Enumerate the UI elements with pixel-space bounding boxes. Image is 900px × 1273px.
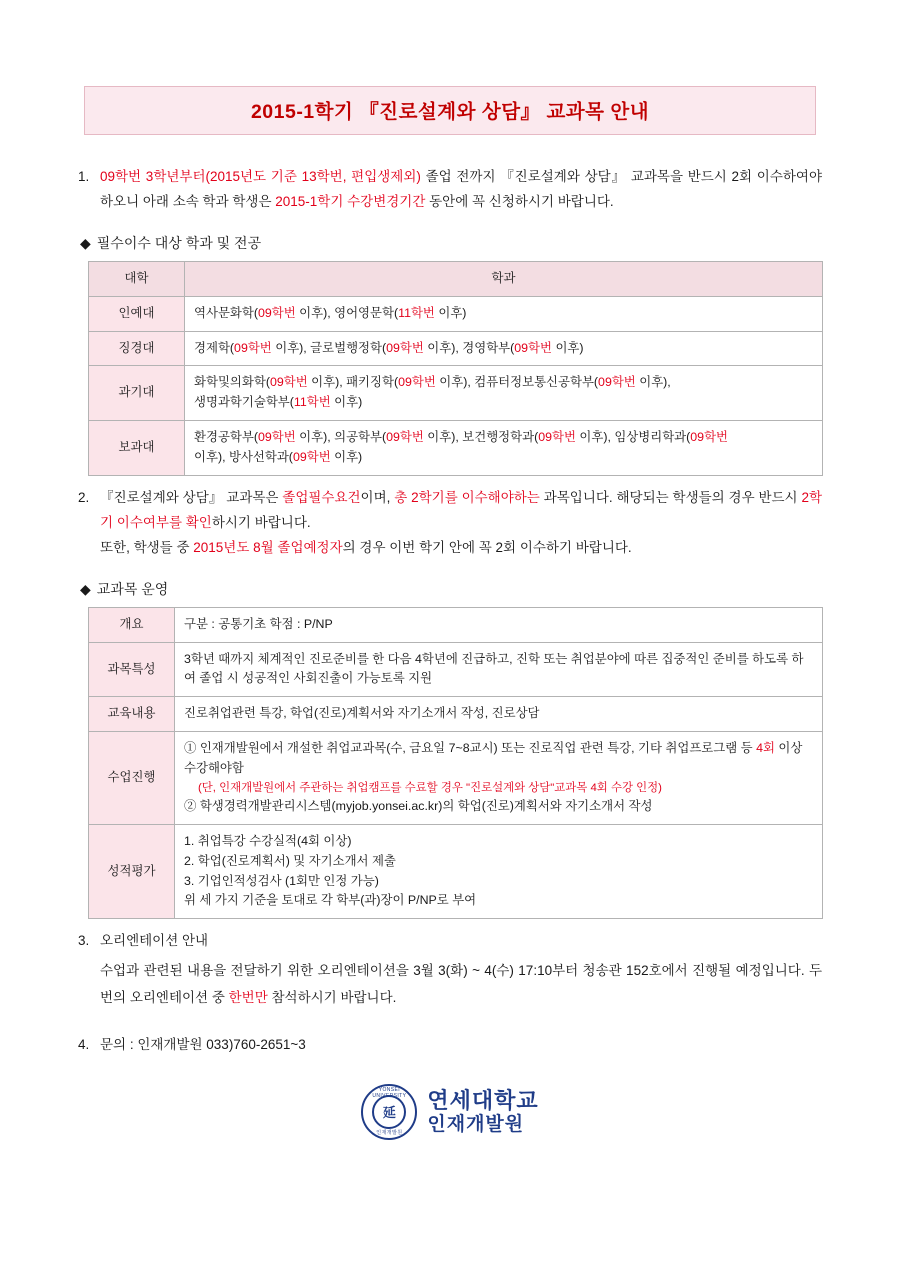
dept-year-highlight: 09학번 xyxy=(538,430,576,445)
item-2-text-e: 과목입니다. 해당되는 학생들의 경우 반드시 xyxy=(539,489,802,505)
item-2-number: 2. xyxy=(78,489,90,505)
item-2-line2-c: 의 경우 이번 학기 안에 꼭 2회 이수하기 바랍니다. xyxy=(342,539,632,555)
item-2-line2-highlight: 2015년도 8월 졸업예정자 xyxy=(193,539,343,555)
progress-line-1-b: 이상 수강해야함 xyxy=(184,741,803,775)
section-2-heading-text: 교과목 운영 xyxy=(96,580,169,597)
seal-center-glyph: 延 xyxy=(372,1095,406,1129)
table-row xyxy=(89,366,823,421)
progress-line-1 xyxy=(184,739,813,779)
item-3-text-a: 수업과 관련된 내용을 전달하기 위한 오리엔테이션을 3월 3(화) ~ 4(수) 17:10부터 청송관 152호에서 진행될 예정입니다. 두 번의 오리엔테이션 중 xyxy=(100,963,822,1005)
notice-item-4 xyxy=(78,1033,822,1058)
logo-line-2: 인재개발원 xyxy=(427,1113,525,1135)
item-2-text-g: 하시기 바랍니다. xyxy=(211,514,311,530)
dept-text: 이후), 방사선학과( xyxy=(194,450,293,464)
item-1-text-b: 졸업 전까지 『진로설계와 상담』 교과목을 반드시 2회 이수하여야 하오니 아래 소속 학과 학생은 xyxy=(100,169,823,209)
cell-college: 과기대 xyxy=(89,366,185,421)
item-3-heading: 오리엔테이션 안내 xyxy=(100,933,209,949)
dept-text: 환경공학부( xyxy=(194,430,258,445)
progress-line-3: ② 학생경력개발관리시스템(myjob.yonsei.ac.kr)의 학업(진로)계획서와 자기소개서 작성 xyxy=(184,799,653,814)
row-content-progress xyxy=(175,732,823,825)
logo-line-1: 연세대학교 xyxy=(427,1088,539,1114)
item-1-highlight-c: 2015-1학기 수강변경기간 xyxy=(275,193,426,209)
item-3-highlight: 한번만 xyxy=(228,989,268,1005)
evaluation-line-3: 3. 기업인적성검사 (1회만 인정 가능) xyxy=(184,873,379,888)
item-2-text-c: 이며, xyxy=(360,489,395,505)
diamond-icon: ◆ xyxy=(80,580,91,597)
table-row xyxy=(89,697,823,732)
table-row xyxy=(89,607,823,642)
dept-text: 이후), 영어영문학( xyxy=(295,305,399,320)
item-3-body xyxy=(100,958,822,1011)
column-header-college: 대학 xyxy=(89,261,185,296)
item-2-text-a: 『진로설계와 상담』 교과목은 xyxy=(100,489,283,505)
cell-department xyxy=(185,296,823,331)
table-row xyxy=(89,296,823,331)
footer-logo xyxy=(78,1084,822,1140)
seal-bottom-text: 인재개발원 xyxy=(376,1129,403,1136)
dept-text: 화학및의화학( xyxy=(194,375,270,390)
item-2-second-line xyxy=(100,536,822,561)
row-label-overview: 개요 xyxy=(89,607,175,642)
item-1-highlight-a: 09학번 3학년부터(2015년도 기준 13학번, 편입생제외) xyxy=(100,169,421,184)
dept-text: 이후), 의공학부( xyxy=(295,430,387,445)
dept-year-highlight: 09학번 xyxy=(398,375,436,390)
row-content-contents: 진로취업관련 특강, 학업(진로)계획서와 자기소개서 작성, 진로상담 xyxy=(175,697,823,732)
item-2-body xyxy=(100,486,822,561)
cell-department xyxy=(185,421,823,476)
page-title: 2015-1학기 『진로설계와 상담』 교과목 안내 xyxy=(250,101,650,123)
diamond-icon: ◆ xyxy=(80,234,91,251)
evaluation-line-2: 2. 학업(진로계획서) 및 자기소개서 제출 xyxy=(184,853,396,868)
cell-college: 보과대 xyxy=(89,421,185,476)
dept-year-highlight: 09학번 xyxy=(269,375,308,390)
course-operation-table xyxy=(88,607,823,920)
dept-text: 경제학( xyxy=(194,340,235,355)
logo-wordmark xyxy=(427,1088,538,1135)
dept-text: 이후), 패키징학( xyxy=(307,375,399,390)
section-1-heading-text: 필수이수 대상 학과 및 전공 xyxy=(96,234,262,251)
notice-item-2 xyxy=(78,486,822,561)
item-4-number: 4. xyxy=(78,1036,90,1052)
dept-year-highlight: 09학번 xyxy=(257,305,296,320)
row-label-contents: 교육내용 xyxy=(89,697,175,732)
dept-text: 역사문화학( xyxy=(194,305,258,320)
table-row xyxy=(89,732,823,825)
document-title-box xyxy=(84,86,816,135)
progress-line-2-note: (단, 인재개발원에서 주관하는 취업캠프를 수료할 경우 "진로설계와 상담"교과목 4회 수강 인정) xyxy=(198,781,662,794)
row-label-features: 과목특성 xyxy=(89,642,175,697)
dept-text: 이후), xyxy=(635,375,671,390)
dept-year-highlight: 09학번 xyxy=(257,430,296,445)
progress-line-1-highlight: 4회 xyxy=(756,741,775,756)
item-2-highlight-d: 총 2학기를 이수해야하는 xyxy=(394,489,540,505)
dept-text: 이후), 경영학부( xyxy=(423,340,515,355)
notice-item-1 xyxy=(78,165,822,215)
item-1-text-d: 동안에 꼭 신청하시기 바랍니다. xyxy=(425,193,614,209)
university-seal-icon xyxy=(361,1084,417,1140)
column-header-department: 학과 xyxy=(185,261,823,296)
item-2-highlight-b: 졸업필수요건 xyxy=(282,489,361,505)
cell-department xyxy=(185,331,823,366)
item-4-body: 문의 : 인재개발원 033)760-2651~3 xyxy=(100,1036,306,1052)
dept-text: 이후) xyxy=(330,395,363,410)
dept-text: 이후), 보건행정학과( xyxy=(423,430,539,445)
table-row xyxy=(89,331,823,366)
cell-department xyxy=(185,366,823,421)
item-2-highlight-f: 2학기 이수여부를 확인 xyxy=(100,489,823,530)
row-content-overview: 구분 : 공통기초 학점 : P/NP xyxy=(175,607,823,642)
row-content-evaluation xyxy=(175,824,823,918)
item-3-number: 3. xyxy=(78,933,90,949)
table-header-row xyxy=(89,261,823,296)
required-departments-table xyxy=(88,261,823,476)
section-2-heading xyxy=(80,579,822,599)
dept-year-highlight: 09학번 xyxy=(386,430,424,445)
notice-item-3 xyxy=(78,929,822,954)
section-1-heading xyxy=(80,233,822,253)
item-1-body xyxy=(100,165,822,215)
row-label-progress: 수업진행 xyxy=(89,732,175,825)
item-3-text-b: 참석하시기 바랍니다. xyxy=(267,989,397,1005)
dept-text: 이후), 컴퓨터정보통신공학부( xyxy=(435,375,599,390)
dept-text: 이후) xyxy=(434,305,467,320)
row-content-features: 3학년 때까지 체계적인 진로준비를 한 다음 4학년에 진급하고, 진학 또는 취업분야에 따른 집중적인 준비를 하도록 하여 졸업 시 성공적인 사회진출이 가능토록 지원 xyxy=(175,642,823,697)
dept-year-highlight: 09학번 xyxy=(386,340,424,355)
dept-year-highlight: 11학번 xyxy=(398,305,435,320)
progress-line-1-a: ① 인재개발원에서 개설한 취업교과목(수, 금요일 7~8교시) 또는 진로직업 관련 특강, 기타 취업프로그램 등 xyxy=(184,741,757,756)
evaluation-line-4: 위 세 가지 기준을 토대로 각 학부(과)장이 P/NP로 부여 xyxy=(184,893,477,908)
dept-year-highlight: 09학번 xyxy=(690,430,729,445)
dept-year-highlight: 09학번 xyxy=(292,450,331,464)
dept-text: 이후), 임상병리학과( xyxy=(575,430,691,445)
item-2-line2-a: 또한, 학생들 중 xyxy=(100,539,194,555)
dept-text: 이후) xyxy=(330,450,363,464)
evaluation-line-1: 1. 취업특강 수강실적(4회 이상) xyxy=(184,833,352,848)
cell-college: 인예대 xyxy=(89,296,185,331)
dept-text: 이후), 글로벌행정학( xyxy=(271,340,387,355)
dept-year-highlight: 11학번 xyxy=(293,395,331,410)
table-row xyxy=(89,421,823,476)
dept-year-highlight: 09학번 xyxy=(514,340,552,355)
row-label-evaluation: 성적평가 xyxy=(89,824,175,918)
seal-top-text: YONSEI UNIVERSITY xyxy=(372,1086,407,1099)
table-row xyxy=(89,642,823,697)
dept-year-highlight: 09학번 xyxy=(598,375,636,390)
table-row xyxy=(89,824,823,918)
cell-college: 징경대 xyxy=(89,331,185,366)
dept-text: 생명과학기술학부( xyxy=(194,395,294,410)
dept-text: 이후) xyxy=(552,340,584,355)
dept-year-highlight: 09학번 xyxy=(234,340,272,355)
item-1-number: 1. xyxy=(78,169,90,184)
